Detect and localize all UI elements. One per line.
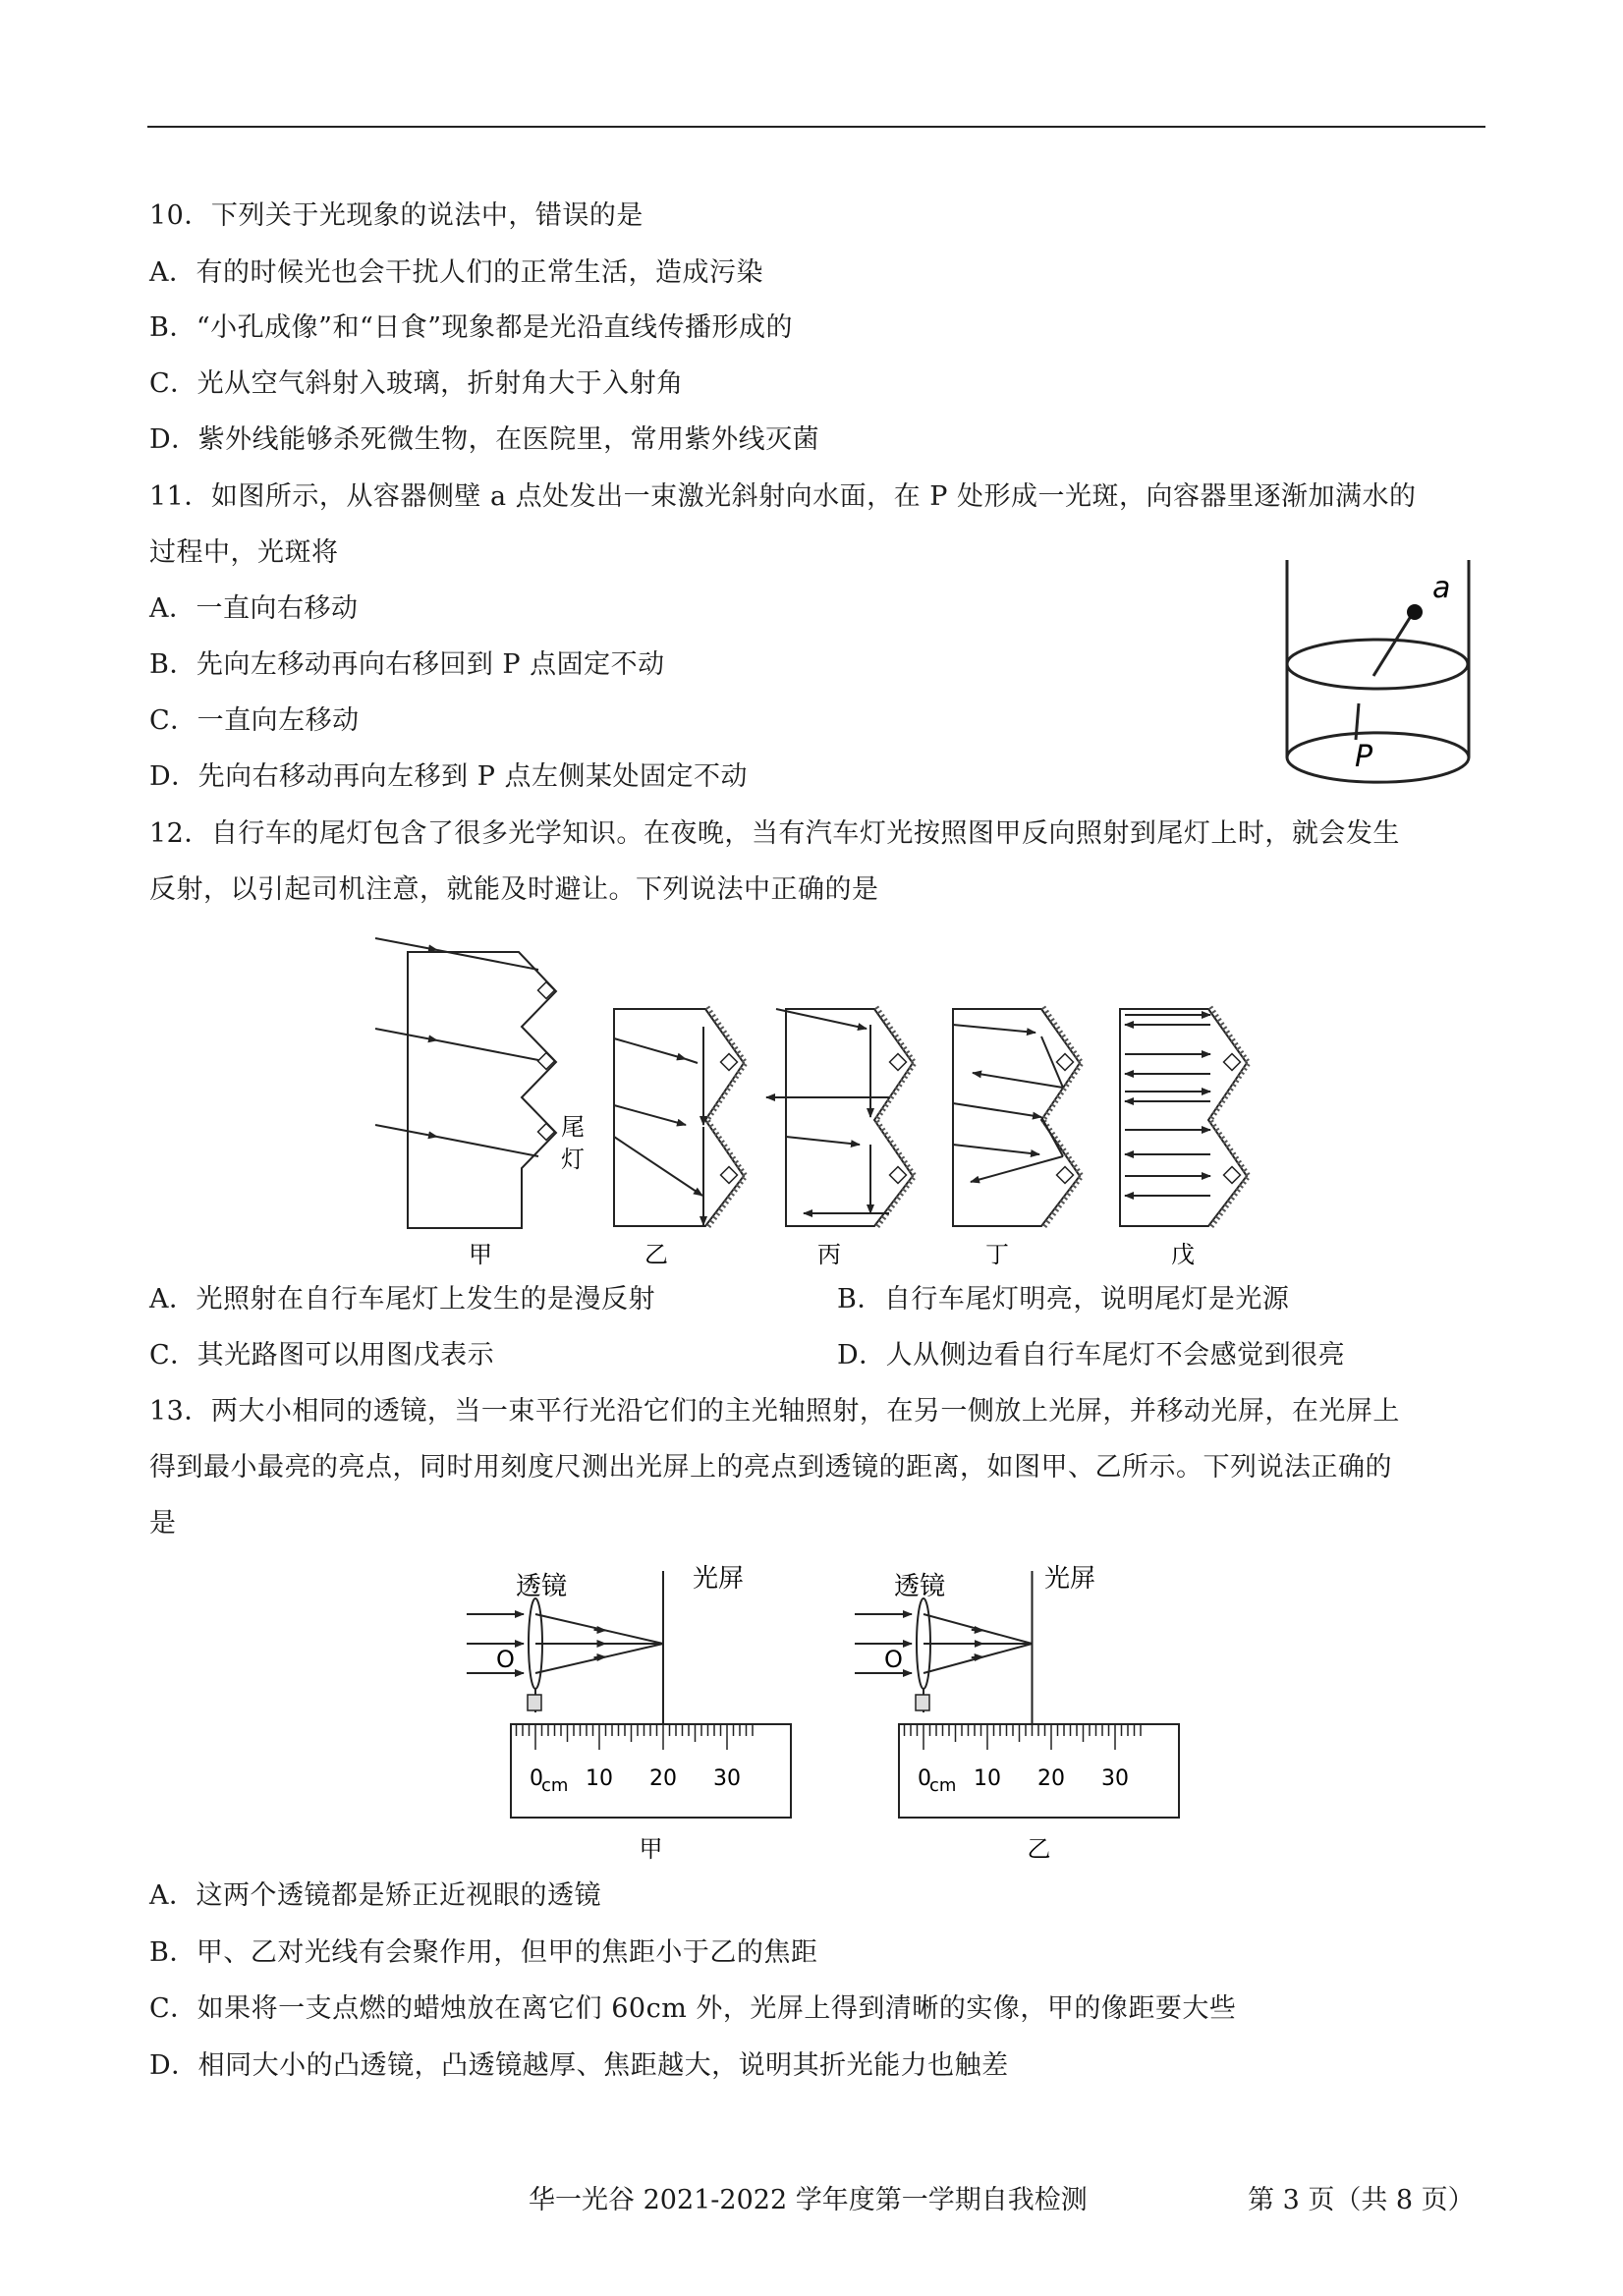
ruler-zero-label: 0	[530, 1766, 543, 1791]
origin-label-jia: O	[496, 1646, 515, 1673]
ray-arrow	[594, 1657, 606, 1658]
q10-option-a: A．有的时候光也会干扰人们的正常生活，造成污染	[149, 257, 763, 288]
ruler-tick-label: 10	[974, 1766, 1001, 1791]
q11-stem-line1: 11．如图所示，从容器侧壁 a 点处发出一束激光斜射向水面，在 P 处形成一光斑，向容器里逐渐加满水的	[149, 481, 1417, 512]
origin-label-yi: O	[884, 1646, 903, 1673]
ray-arrow	[972, 1657, 983, 1658]
q13-option-c: C．如果将一支点燃的蜡烛放在离它们 60cm 外，光屏上得到清晰的实像，甲的像距要大些	[149, 1993, 1237, 2024]
lens-label-jia: 透镜	[516, 1572, 568, 1601]
ray-arrow	[972, 1630, 983, 1631]
lens-clip	[528, 1695, 541, 1710]
q13-stem-line1: 13．两大小相同的透镜，当一束平行光沿它们的主光轴照射，在另一侧放上光屏，并移动光屏，在光屏上	[149, 1396, 1400, 1427]
caption-wu: 戊	[1171, 1241, 1195, 1268]
diagram-yi	[614, 1007, 746, 1268]
taillight-label-1: 尾	[561, 1113, 585, 1141]
diagram-ding	[953, 1007, 1082, 1268]
q12-option-c: C．其光路图可以用图戊表示	[149, 1340, 495, 1371]
ruler-tick-label: 30	[713, 1766, 741, 1791]
ruler-tick-label: 20	[1037, 1766, 1065, 1791]
label-p: P	[1355, 740, 1373, 774]
q13-option-a: A．这两个透镜都是矫正近视眼的透镜	[149, 1880, 601, 1911]
q12-stem-line1: 12．自行车的尾灯包含了很多光学知识。在夜晚，当有汽车灯光按照图甲反向照射到尾灯上时，就会发生	[149, 818, 1400, 849]
caption-yi: 乙	[644, 1241, 668, 1268]
q10-option-d: D．紫外线能够杀死微生物，在医院里，常用紫外线灭菌	[149, 424, 820, 455]
screen-label-yi: 光屏	[1044, 1564, 1096, 1594]
q13-option-b: B．甲、乙对光线有会聚作用，但甲的焦距小于乙的焦距	[149, 1937, 818, 1968]
q10-option-b: B．“小孔成像”和“日食”现象都是光沿直线传播形成的	[149, 312, 794, 343]
laser-beam-upper	[1373, 613, 1413, 676]
q11-option-a: A．一直向右移动	[149, 593, 359, 624]
refracted-ray	[535, 1614, 663, 1644]
label-a: a	[1432, 571, 1451, 605]
lens-setup-jia	[467, 1564, 791, 1863]
refracted-ray	[923, 1644, 1033, 1673]
footer-title: 华一光谷 2021-2022 学年度第一学期自我检测	[529, 2185, 1088, 2215]
point-a	[1407, 604, 1423, 620]
refracted-ray	[923, 1614, 1033, 1644]
q13-stem-line3: 是	[149, 1508, 177, 1539]
caption-bing: 丙	[817, 1241, 841, 1268]
ruler-tick-label: 20	[649, 1766, 677, 1791]
lens-clip	[916, 1695, 929, 1710]
ruler-zero-label: 0	[918, 1766, 931, 1791]
q11-stem-line2: 过程中，光斑将	[149, 537, 339, 568]
caption: 乙	[1027, 1835, 1051, 1863]
caption-jia: 甲	[469, 1241, 492, 1268]
ruler-tick-label: 30	[1101, 1766, 1129, 1791]
diagram-wu	[1120, 1007, 1249, 1268]
lens-label-yi: 透镜	[894, 1572, 946, 1601]
ruler-tick-label: 10	[586, 1766, 613, 1791]
q11-option-c: C．一直向左移动	[149, 705, 360, 736]
lens-setup-yi	[855, 1564, 1179, 1863]
ruler-unit-label: cm	[929, 1775, 957, 1796]
q11-option-b: B．先向左移动再向右移回到 P 点固定不动	[149, 649, 665, 680]
q10-option-c: C．光从空气斜射入玻璃，折射角大于入射角	[149, 368, 684, 399]
water-surface	[1287, 640, 1468, 689]
diagram-jia	[375, 938, 585, 1268]
caption-ding: 丁	[985, 1241, 1009, 1268]
refracted-ray	[535, 1644, 663, 1673]
screen-label-jia: 光屏	[693, 1564, 745, 1594]
caption: 甲	[639, 1835, 663, 1863]
q11-option-d: D．先向右移动再向左移到 P 点左侧某处固定不动	[149, 761, 748, 792]
q11-container-figure	[1277, 556, 1483, 797]
container-bottom-front	[1287, 757, 1469, 782]
q12-option-b: B．自行车尾灯明亮，说明尾灯是光源	[837, 1284, 1290, 1315]
q12-taillight-figure	[364, 928, 1287, 1277]
ray-arrow	[594, 1630, 606, 1631]
diagram-bing	[766, 1007, 915, 1268]
footer-page-number: 第 3 页（共 8 页）	[1248, 2185, 1475, 2215]
q12-option-a: A．光照射在自行车尾灯上发生的是漫反射	[149, 1284, 655, 1315]
taillight-label-2: 灯	[561, 1146, 585, 1173]
ruler-unit-label: cm	[541, 1775, 569, 1796]
container-bottom-back	[1287, 733, 1469, 757]
header-rule	[147, 126, 1485, 128]
q13-option-d: D．相同大小的凸透镜，凸透镜越厚、焦距越大，说明其折光能力也触差	[149, 2050, 1009, 2081]
q13-stem-line2: 得到最小最亮的亮点，同时用刻度尺测出光屏上的亮点到透镜的距离，如图甲、乙所示。下列说法正确的	[149, 1452, 1392, 1483]
q10-stem: 10．下列关于光现象的说法中，错误的是	[149, 200, 644, 231]
q12-stem-line2: 反射，以引起司机注意，就能及时避让。下列说法中正确的是	[149, 874, 879, 905]
q13-lens-figure	[447, 1557, 1194, 1872]
q12-option-d: D．人从侧边看自行车尾灯不会感觉到很亮	[837, 1340, 1346, 1371]
